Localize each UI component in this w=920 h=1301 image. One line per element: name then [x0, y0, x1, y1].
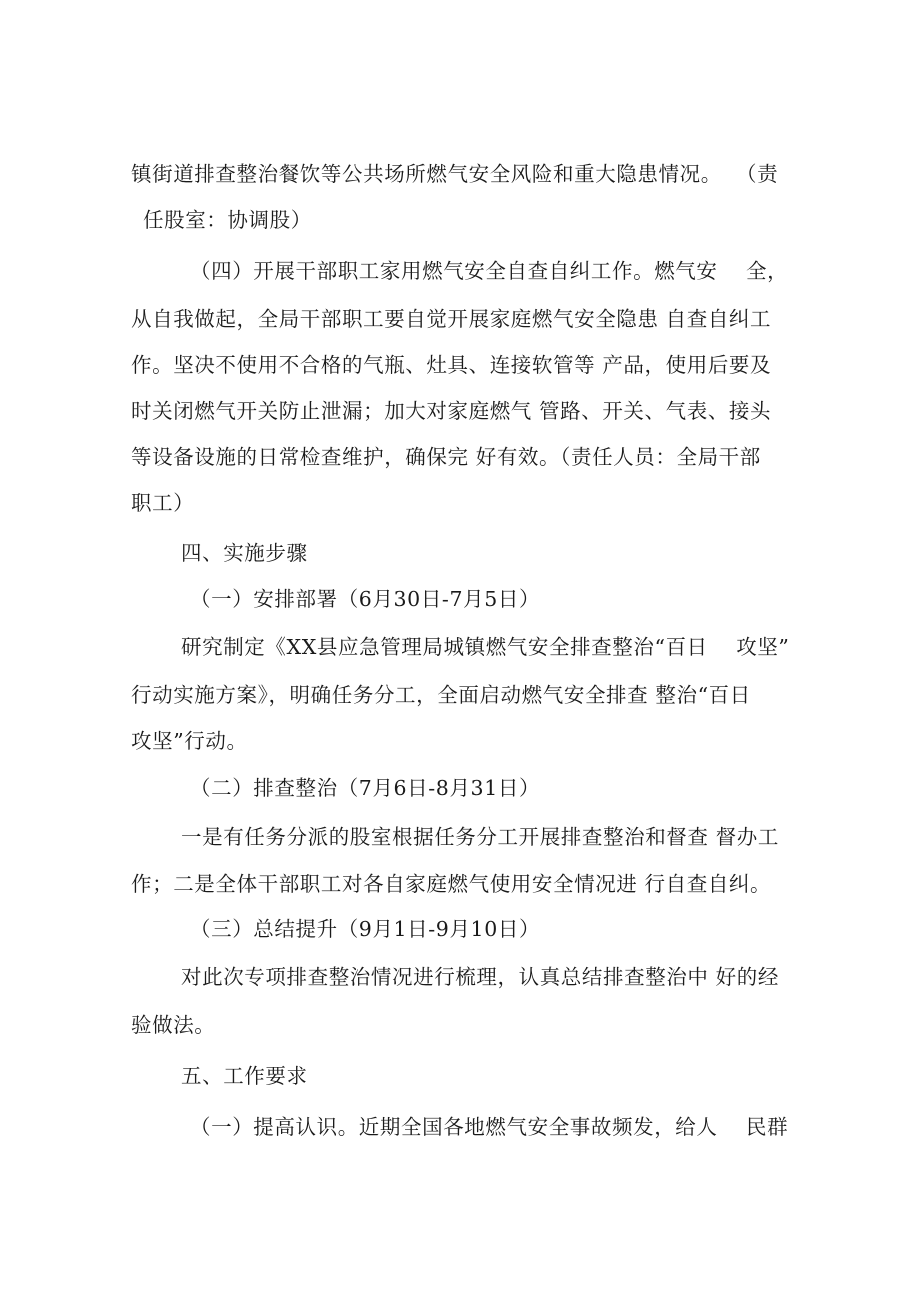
section-heading: （一）提高认识。近期全国各地燃气安全事故频发，给人 民群	[190, 1115, 789, 1139]
paragraph-line: 镇街道排查整治餐饮等公共场所燃气安全风险和重大隐患情况。 （责	[131, 162, 779, 186]
paragraph-line: 对此次专项排查整治情况进行梳理，认真总结排查整治中 好的经	[181, 965, 779, 989]
section-heading: （三）总结提升（9月1日-9月10日）	[190, 917, 541, 941]
section-heading: （四）开展干部职工家用燃气安全自查自纠工作。燃气安 全，	[190, 259, 789, 283]
paragraph-line: 等设备设施的日常检查维护，确保完 好有效。（责任人员：全局干部	[131, 445, 761, 469]
section-heading: 四、实施步骤	[181, 541, 308, 565]
paragraph-line: 职工）	[131, 491, 195, 515]
section-heading: （一）安排部署（6月30日-7月5日）	[190, 587, 541, 611]
section-heading: （二）排查整治（7月6日-8月31日）	[190, 776, 541, 800]
paragraph-line: 研究制定《XX县应急管理局城镇燃气安全排查整治“百日 攻坚”	[181, 635, 790, 659]
paragraph-line: 时关闭燃气开关防止泄漏；加大对家庭燃气 管路、开关、气表、接头	[131, 399, 772, 423]
paragraph-line: 攻坚”行动。	[131, 729, 248, 753]
paragraph-line: 从自我做起，全局干部职工要自觉开展家庭燃气安全隐患 自查自纠工	[131, 307, 772, 331]
paragraph-line: 作；二是全体干部职工对各自家庭燃气使用安全情况进 行自查自纠。	[131, 872, 772, 896]
paragraph-line: 一是有任务分派的股室根据任务分工开展排查整治和督查 督办工	[181, 825, 779, 849]
paragraph-line: 作。坚决不使用不合格的气瓶、灶具、连接软管等 产品，使用后要及	[131, 353, 772, 377]
paragraph-line: 行动实施方案》，明确任务分工，全面启动燃气安全排查 整治“百日	[131, 683, 751, 707]
paragraph-line: 验做法。	[131, 1013, 216, 1037]
paragraph-line: 任股室：协调股）	[143, 208, 312, 232]
section-heading: 五、工作要求	[181, 1064, 308, 1088]
